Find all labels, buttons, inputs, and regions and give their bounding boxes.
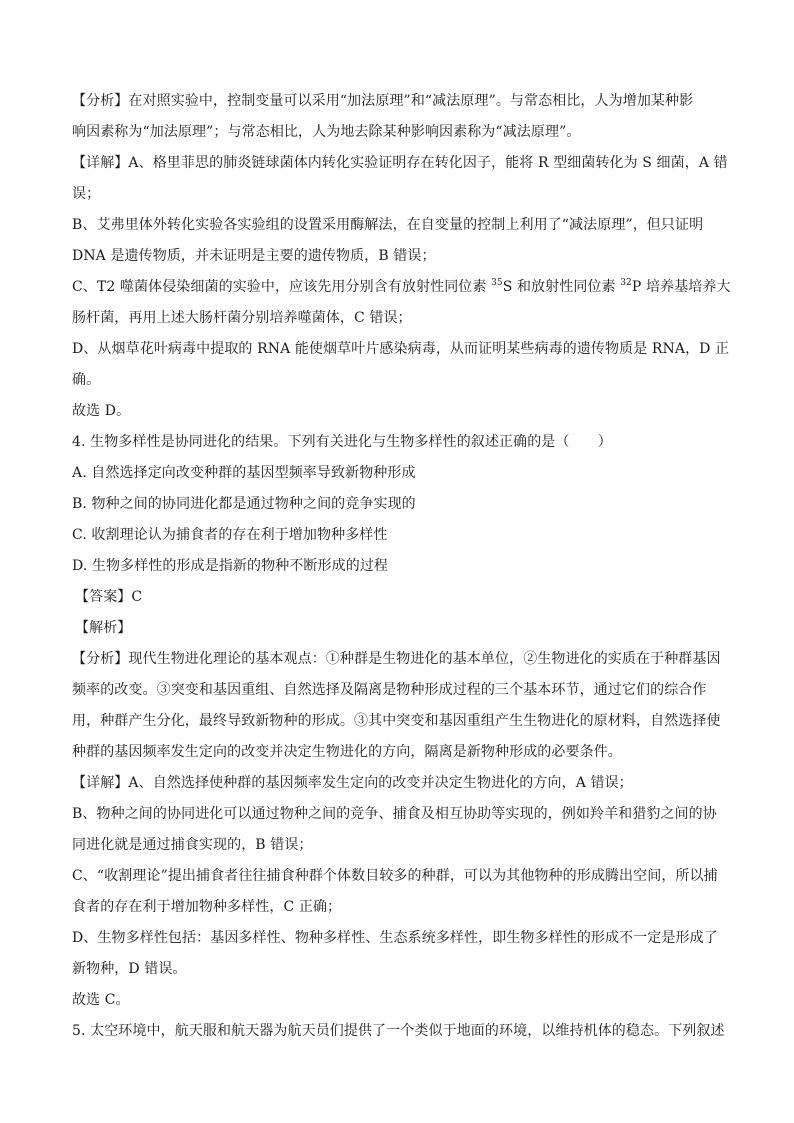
document-page — [72, 86, 731, 1047]
q4-explain-label: 【解析】 — [75, 620, 132, 636]
q4-option-c: C. 收割理论认为捕食者的存在利于增加物种多样性 — [72, 527, 388, 543]
q3-detail-c-text-mid: S 和放射性同位素 — [502, 279, 621, 295]
q5-stem: 5. 太空环境中，航天服和航天器为航天员们提供了一个类似于地面的环境，以维持机体的稳态。下列叙述 — [72, 1023, 725, 1039]
q3-detail-c-line-2: 肠杆菌，再用上述大肠杆菌分别培养噬菌体，C 错误； — [72, 310, 412, 326]
q3-conclusion: 故选 D。 — [72, 403, 131, 419]
q3-analysis-line-1: 【分析】在对照实验中，控制变量可以采用“加法原理”和“减法原理”。与常态相比，人为增加某种影 — [72, 93, 694, 109]
q3-detail-a-line-2: 误； — [72, 186, 101, 202]
q3-detail-d-line-2: 确。 — [72, 372, 101, 388]
q4-stem: 4. 生物多样性是协同进化的结果。下列有关进化与生物多样性的叙述正确的是（ ） — [72, 434, 612, 450]
q3-detail-c-line-1 — [72, 272, 731, 303]
q4-option-a: A. 自然选择定向改变种群的基因型频率导致新物种形成 — [72, 465, 416, 481]
q4-detail-a-line-1: 【详解】A、自然选择使种群的基因频率发生定向的改变并决定生物进化的方向，A 错误； — [72, 775, 633, 791]
q3-analysis-line-2: 响因素称为“加法原理”；与常态相比，人为地去除某种影响因素称为“减法原理”。 — [72, 124, 581, 140]
isotope-p-mass: 32 — [620, 278, 632, 288]
q4-detail-c-line-1: C、“收割理论”提出捕食者往往捕食种群个体数目较多的种群，可以为其他物种的形成腾出空间，所以捕 — [72, 868, 718, 884]
q4-option-b: B. 物种之间的协同进化都是通过物种之间的竞争实现的 — [72, 496, 416, 512]
q4-analysis-line-4: 种群的基因频率发生定向的改变并决定生物进化的方向，隔离是新物种形成的必要条件。 — [72, 744, 622, 760]
q3-detail-c-text-post: P 培养基培养大 — [631, 279, 731, 295]
q4-detail-b-line-1: B、物种之间的协同进化可以通过物种之间的竞争、捕食及相互协助等实现的，例如羚羊和猎豹之间的协 — [72, 806, 717, 822]
isotope-s-mass: 35 — [491, 278, 503, 288]
q3-detail-c-text-pre: C、T2 噬菌体侵染细菌的实验中，应该先用分别含有放射性同位素 — [72, 279, 492, 295]
q4-conclusion: 故选 C。 — [72, 992, 130, 1008]
q3-detail-b-line-2: DNA 是遗传物质，并未证明是主要的遗传物质，B 错误； — [72, 248, 436, 264]
q4-detail-c-line-2: 食者的存在利于增加物种多样性，C 正确； — [72, 899, 342, 915]
q4-analysis-line-2: 频率的改变。③突变和基因重组、自然选择及隔离是物种形成过程的三个基本环节，通过它们的综合作 — [72, 682, 707, 698]
q3-detail-a-line-1: 【详解】A、格里菲思的肺炎链球菌体内转化实验证明存在转化因子，能将 R 型细菌转化为 S 细菌，A 错 — [72, 155, 728, 171]
q3-detail-d-line-1: D、从烟草花叶病毒中提取的 RNA 能使烟草叶片感染病毒，从而证明某些病毒的遗传物质是 RNA，D 正 — [72, 341, 730, 357]
q4-analysis-line-3: 用，种群产生分化，最终导致新物种的形成。③其中突变和基因重组产生生物进化的原材料，自然选择使 — [72, 713, 721, 729]
q4-analysis-line-1: 【分析】现代生物进化理论的基本观点：①种群是生物进化的基本单位，②生物进化的实质在于种群基因 — [72, 651, 721, 667]
q4-detail-d-line-1: D、生物多样性包括：基因多样性、物种多样性、生态系统多样性，即生物多样性的形成不一定是形成了 — [72, 930, 718, 946]
q3-detail-b-line-1: B、艾弗里体外转化实验各实验组的设置采用酶解法，在自变量的控制上利用了“减法原理”，但只证明 — [72, 217, 704, 233]
q4-detail-d-line-2: 新物种，D 错误。 — [72, 961, 187, 977]
q4-option-d: D. 生物多样性的形成是指新的物种不断形成的过程 — [72, 558, 389, 574]
q4-answer: 【答案】C — [75, 589, 143, 605]
q4-detail-b-line-2: 同进化就是通过捕食实现的，B 错误； — [72, 837, 313, 853]
